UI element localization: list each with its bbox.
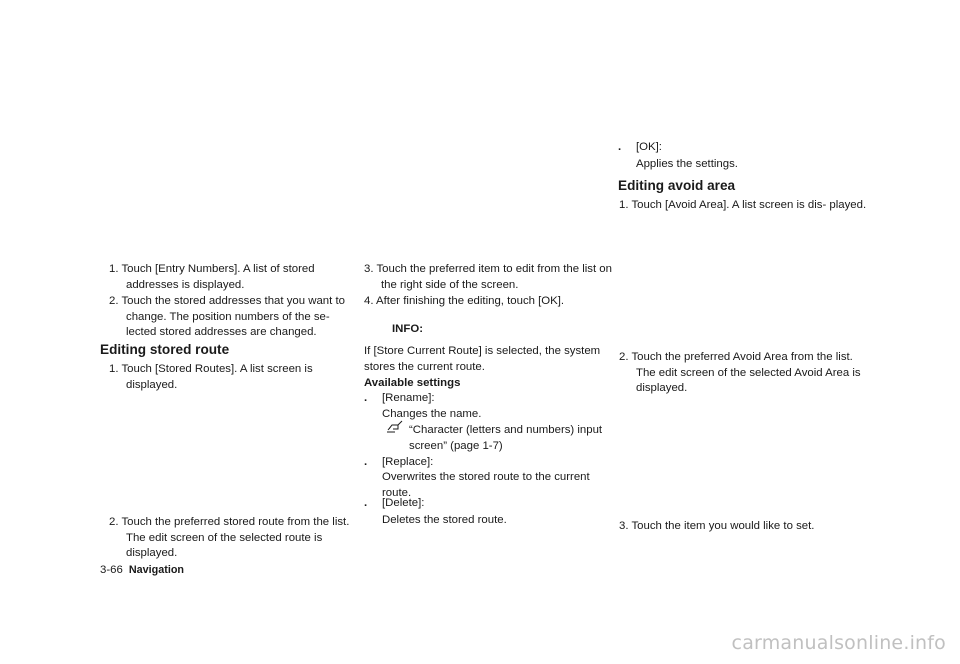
section-title: Navigation	[128, 564, 185, 576]
bullet-dot: .	[364, 392, 368, 404]
page-footer	[100, 563, 184, 577]
bullet-dot: .	[364, 497, 368, 509]
step-finish-editing: 4. After finishing the editing, touch [OK].	[364, 295, 565, 307]
replace-label: [Replace]:	[382, 456, 434, 468]
rename-reference: “Character (letters and numbers) input screen” (page 1-7)	[409, 424, 603, 452]
heading-editing-stored-route: Editing stored route	[100, 342, 230, 357]
info-text: If [Store Current Route] is selected, the system stores the current route.	[364, 345, 601, 373]
step-avoid-area: 1. Touch [Avoid Area]. A list screen is dis- played.	[619, 199, 867, 211]
step-entry-numbers: 1. Touch [Entry Numbers]. A list of stored addresses is displayed.	[109, 263, 315, 291]
step-touch-item: 3. Touch the item you would like to set.	[619, 520, 815, 532]
ok-label: [OK]:	[636, 141, 662, 153]
step-preferred-route: 2. Touch the preferred stored route from the list. The edit screen of the selected route is displayed.	[109, 516, 350, 559]
bullet-dot: .	[618, 141, 622, 153]
step-preferred-avoid-area: 2. Touch the preferred Avoid Area from the list. The edit screen of the selected Avoid Area is displayed.	[619, 351, 861, 394]
heading-editing-avoid-area: Editing avoid area	[618, 178, 736, 193]
watermark: carmanualsonline.info	[731, 632, 946, 654]
bullet-dot: .	[364, 456, 368, 468]
step-stored-addresses: 2. Touch the stored addresses that you want to change. The position numbers of the se- lected stored addresses are changed.	[109, 295, 345, 338]
ok-desc: Applies the settings.	[636, 158, 738, 170]
step-preferred-item: 3. Touch the preferred item to edit from the list on the right side of the screen.	[364, 263, 612, 291]
rename-desc: Changes the name.	[382, 408, 482, 420]
rename-label: [Rename]:	[382, 392, 435, 404]
step-stored-routes: 1. Touch [Stored Routes]. A list screen is displayed.	[109, 363, 313, 391]
delete-desc: Deletes the stored route.	[382, 514, 507, 526]
info-label: INFO:	[392, 323, 424, 335]
replace-desc: Overwrites the stored route to the current route.	[382, 471, 590, 499]
delete-label: [Delete]:	[382, 497, 425, 509]
reference-icon	[386, 420, 404, 434]
page-number: 3-66	[100, 564, 123, 576]
available-settings-heading: Available settings	[364, 377, 461, 389]
